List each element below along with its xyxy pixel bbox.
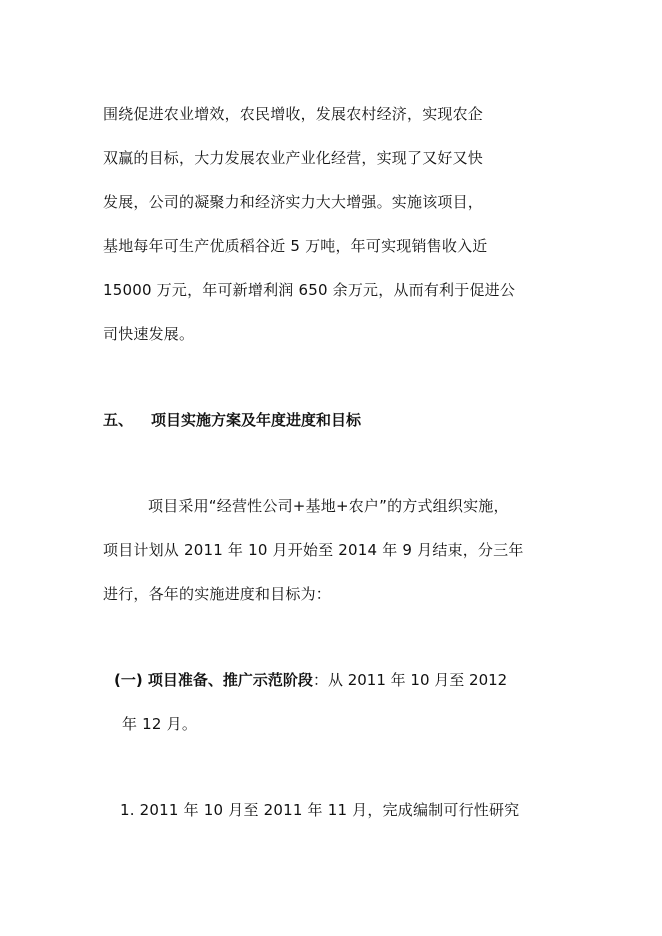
section-number: 五、: [103, 411, 134, 429]
paragraph-1-line-4: 基地每年可生产优质稻谷近 5 万吨，年可实现销售收入近: [103, 237, 488, 255]
stage-1-heading: [114, 670, 507, 690]
list-item-1: 1. 2011 年 10 月至 2011 年 11 月，完成编制可行性研究: [120, 801, 520, 819]
paragraph-2-line-2: 项目计划从 2011 年 10 月开始至 2014 年 9 月结束，分三年: [103, 541, 524, 559]
stage-1-label: (一) 项目准备、推广示范阶段: [114, 671, 313, 689]
section-title: 项目实施方案及年度进度和目标: [151, 411, 362, 429]
paragraph-1-line-2: 双赢的目标，大力发展农业产业化经营，实现了又好又快: [103, 149, 484, 167]
paragraph-1-line-6: 司快速发展。: [103, 325, 195, 343]
paragraph-2-line-1: 项目采用“经营性公司+基地+农户”的方式组织实施，: [148, 497, 509, 515]
paragraph-2-line-3: 进行，各年的实施进度和目标为：: [103, 585, 332, 603]
paragraph-1-line-1: 围绕促进农业增效，农民增收，发展农村经济，实现农企: [103, 105, 484, 123]
section-heading: [103, 410, 361, 430]
stage-1-date-range: ：从 2011 年 10 月至 2012: [312, 671, 508, 689]
paragraph-1-line-5: 15000 万元，年可新增利润 650 余万元，从而有利于促进公: [103, 281, 516, 299]
stage-1-line-2: 年 12 月。: [122, 715, 198, 733]
paragraph-1-line-3: 发展，公司的凝聚力和经济实力大大增强。实施该项目，: [103, 193, 484, 211]
